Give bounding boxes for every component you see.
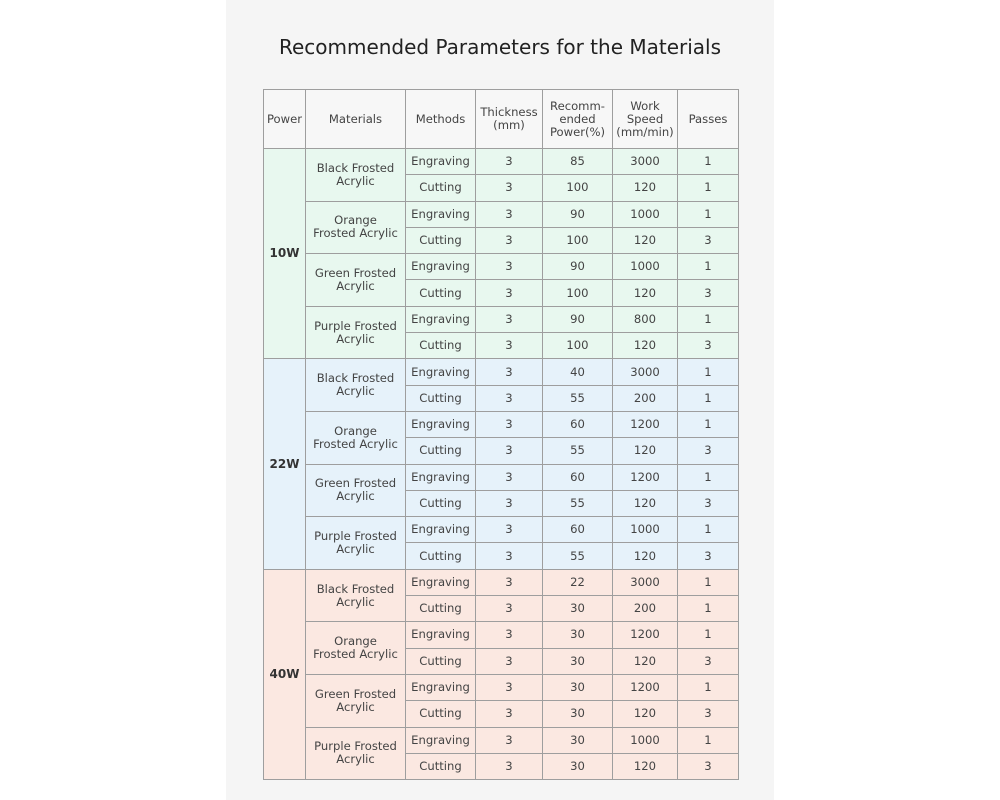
thickness-cell: 3 <box>476 490 543 516</box>
table-row <box>264 569 739 595</box>
thickness-cell: 3 <box>476 569 543 595</box>
work-speed-cell: 1000 <box>613 254 678 280</box>
thickness-cell: 3 <box>476 596 543 622</box>
method-cell: Cutting <box>406 753 476 779</box>
table-row <box>264 254 739 280</box>
power-cell: 10W <box>264 149 306 359</box>
table-row <box>264 359 739 385</box>
method-cell: Engraving <box>406 306 476 332</box>
passes-cell: 1 <box>678 622 739 648</box>
work-speed-cell: 1000 <box>613 517 678 543</box>
thickness-cell: 3 <box>476 149 543 175</box>
material-cell: Orange Frosted Acrylic <box>306 622 406 675</box>
method-cell: Engraving <box>406 464 476 490</box>
work-speed-cell: 120 <box>613 333 678 359</box>
table-row <box>264 464 739 490</box>
parameters-table <box>263 89 739 780</box>
recommended-power-cell: 55 <box>543 543 613 569</box>
work-speed-cell: 120 <box>613 175 678 201</box>
passes-cell: 3 <box>678 543 739 569</box>
work-speed-cell: 1200 <box>613 464 678 490</box>
work-speed-cell: 120 <box>613 490 678 516</box>
recommended-power-cell: 90 <box>543 306 613 332</box>
method-cell: Engraving <box>406 517 476 543</box>
header-thickness: Thickness (mm) <box>476 90 543 149</box>
thickness-cell: 3 <box>476 543 543 569</box>
work-speed-cell: 800 <box>613 306 678 332</box>
page-title: Recommended Parameters for the Materials <box>278 35 722 59</box>
method-cell: Cutting <box>406 543 476 569</box>
header-power: Power <box>264 90 306 149</box>
material-cell: Orange Frosted Acrylic <box>306 201 406 254</box>
passes-cell: 1 <box>678 727 739 753</box>
thickness-cell: 3 <box>476 227 543 253</box>
table-row <box>264 727 739 753</box>
passes-cell: 1 <box>678 596 739 622</box>
method-cell: Engraving <box>406 674 476 700</box>
material-cell: Orange Frosted Acrylic <box>306 411 406 464</box>
thickness-cell: 3 <box>476 254 543 280</box>
work-speed-cell: 3000 <box>613 569 678 595</box>
passes-cell: 1 <box>678 674 739 700</box>
work-speed-cell: 120 <box>613 648 678 674</box>
passes-cell: 3 <box>678 227 739 253</box>
passes-cell: 1 <box>678 149 739 175</box>
thickness-cell: 3 <box>476 411 543 437</box>
recommended-power-cell: 55 <box>543 490 613 516</box>
thickness-cell: 3 <box>476 438 543 464</box>
thickness-cell: 3 <box>476 648 543 674</box>
material-cell: Purple Frosted Acrylic <box>306 517 406 570</box>
material-cell: Green Frosted Acrylic <box>306 674 406 727</box>
recommended-power-cell: 85 <box>543 149 613 175</box>
material-cell: Purple Frosted Acrylic <box>306 727 406 780</box>
thickness-cell: 3 <box>476 517 543 543</box>
thickness-cell: 3 <box>476 753 543 779</box>
material-cell: Black Frosted Acrylic <box>306 359 406 412</box>
table-row <box>264 411 739 437</box>
passes-cell: 1 <box>678 385 739 411</box>
method-cell: Engraving <box>406 149 476 175</box>
thickness-cell: 3 <box>476 175 543 201</box>
table-row <box>264 201 739 227</box>
header-work-speed: Work Speed (mm/min) <box>613 90 678 149</box>
recommended-power-cell: 22 <box>543 569 613 595</box>
recommended-power-cell: 30 <box>543 727 613 753</box>
work-speed-cell: 1200 <box>613 622 678 648</box>
passes-cell: 1 <box>678 517 739 543</box>
method-cell: Engraving <box>406 622 476 648</box>
thickness-cell: 3 <box>476 280 543 306</box>
recommended-power-cell: 55 <box>543 438 613 464</box>
thickness-cell: 3 <box>476 306 543 332</box>
material-cell: Purple Frosted Acrylic <box>306 306 406 359</box>
work-speed-cell: 3000 <box>613 359 678 385</box>
passes-cell: 1 <box>678 201 739 227</box>
material-cell: Green Frosted Acrylic <box>306 464 406 517</box>
recommended-power-cell: 30 <box>543 622 613 648</box>
method-cell: Engraving <box>406 727 476 753</box>
recommended-power-cell: 90 <box>543 254 613 280</box>
recommended-power-cell: 30 <box>543 753 613 779</box>
recommended-power-cell: 60 <box>543 411 613 437</box>
table-row <box>264 622 739 648</box>
passes-cell: 1 <box>678 306 739 332</box>
recommended-power-cell: 100 <box>543 175 613 201</box>
passes-cell: 3 <box>678 280 739 306</box>
recommended-power-cell: 30 <box>543 701 613 727</box>
material-cell: Green Frosted Acrylic <box>306 254 406 307</box>
work-speed-cell: 1000 <box>613 727 678 753</box>
table-row <box>264 149 739 175</box>
thickness-cell: 3 <box>476 464 543 490</box>
thickness-cell: 3 <box>476 701 543 727</box>
table-row <box>264 517 739 543</box>
recommended-power-cell: 40 <box>543 359 613 385</box>
method-cell: Cutting <box>406 438 476 464</box>
passes-cell: 3 <box>678 701 739 727</box>
method-cell: Engraving <box>406 411 476 437</box>
recommended-power-cell: 100 <box>543 280 613 306</box>
passes-cell: 3 <box>678 753 739 779</box>
method-cell: Engraving <box>406 254 476 280</box>
passes-cell: 3 <box>678 333 739 359</box>
work-speed-cell: 120 <box>613 280 678 306</box>
passes-cell: 1 <box>678 359 739 385</box>
method-cell: Cutting <box>406 701 476 727</box>
method-cell: Cutting <box>406 648 476 674</box>
header-row <box>264 90 739 149</box>
work-speed-cell: 200 <box>613 596 678 622</box>
work-speed-cell: 200 <box>613 385 678 411</box>
header-recommended-power: Recomm- ended Power(%) <box>543 90 613 149</box>
table-row <box>264 674 739 700</box>
table-body <box>264 149 739 780</box>
recommended-power-cell: 30 <box>543 596 613 622</box>
work-speed-cell: 120 <box>613 753 678 779</box>
table-row <box>264 306 739 332</box>
method-cell: Cutting <box>406 333 476 359</box>
recommended-power-cell: 60 <box>543 464 613 490</box>
thickness-cell: 3 <box>476 359 543 385</box>
header-materials: Materials <box>306 90 406 149</box>
recommended-power-cell: 30 <box>543 674 613 700</box>
header-passes: Passes <box>678 90 739 149</box>
thickness-cell: 3 <box>476 674 543 700</box>
thickness-cell: 3 <box>476 385 543 411</box>
method-cell: Cutting <box>406 280 476 306</box>
material-cell: Black Frosted Acrylic <box>306 149 406 202</box>
work-speed-cell: 120 <box>613 438 678 464</box>
passes-cell: 1 <box>678 254 739 280</box>
passes-cell: 1 <box>678 569 739 595</box>
passes-cell: 1 <box>678 175 739 201</box>
work-speed-cell: 120 <box>613 227 678 253</box>
thickness-cell: 3 <box>476 333 543 359</box>
work-speed-cell: 1000 <box>613 201 678 227</box>
recommended-power-cell: 60 <box>543 517 613 543</box>
recommended-power-cell: 90 <box>543 201 613 227</box>
method-cell: Cutting <box>406 385 476 411</box>
thickness-cell: 3 <box>476 622 543 648</box>
work-speed-cell: 1200 <box>613 674 678 700</box>
work-speed-cell: 120 <box>613 701 678 727</box>
power-cell: 40W <box>264 569 306 779</box>
passes-cell: 1 <box>678 464 739 490</box>
method-cell: Cutting <box>406 227 476 253</box>
recommended-power-cell: 30 <box>543 648 613 674</box>
thickness-cell: 3 <box>476 727 543 753</box>
work-speed-cell: 120 <box>613 543 678 569</box>
passes-cell: 1 <box>678 411 739 437</box>
method-cell: Engraving <box>406 569 476 595</box>
power-cell: 22W <box>264 359 306 569</box>
header-methods: Methods <box>406 90 476 149</box>
recommended-power-cell: 100 <box>543 227 613 253</box>
method-cell: Cutting <box>406 175 476 201</box>
method-cell: Engraving <box>406 201 476 227</box>
method-cell: Cutting <box>406 596 476 622</box>
passes-cell: 3 <box>678 490 739 516</box>
method-cell: Cutting <box>406 490 476 516</box>
material-cell: Black Frosted Acrylic <box>306 569 406 622</box>
passes-cell: 3 <box>678 438 739 464</box>
recommended-power-cell: 100 <box>543 333 613 359</box>
method-cell: Engraving <box>406 359 476 385</box>
recommended-power-cell: 55 <box>543 385 613 411</box>
thickness-cell: 3 <box>476 201 543 227</box>
work-speed-cell: 1200 <box>613 411 678 437</box>
passes-cell: 3 <box>678 648 739 674</box>
work-speed-cell: 3000 <box>613 149 678 175</box>
